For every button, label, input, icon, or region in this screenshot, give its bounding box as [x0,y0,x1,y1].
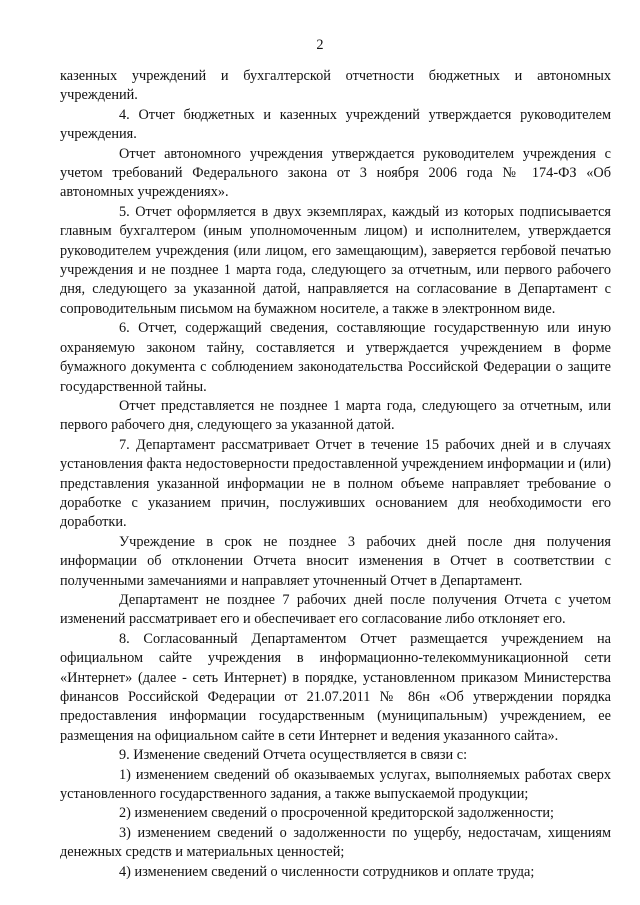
paragraph: 6. Отчет, содержащий сведения, составляющие государственную или иную охраняемую законом тайну, составляется и утверждается учреждением в форме бумажного документа с соблюдением законодательства Российской Федерации о защите государственной тайны. [60,320,611,395]
paragraph: 3) изменением сведений о задолженности по ущербу, недостачам, хищениям денежных средств и материальных ценностей; [60,824,611,861]
paragraph: Департамент не позднее 7 рабочих дней после получения Отчета с учетом изменений рассматривает его и обеспечивает его согласование либо отклоняет его. [60,591,611,628]
paragraph: Учреждение в срок не позднее 3 рабочих дней после дня получения информации об отклонении Отчета вносит изменения в Отчет в соответствии с полученными замечаниями и направляет уточненный Отчет в Департамент. [60,533,611,589]
paragraph: 9. Изменение сведений Отчета осуществляется в связи с: [119,747,468,764]
paragraph: 2) изменением сведений о просроченной кредиторской задолженности; [119,805,554,822]
paragraph: 7. Департамент рассматривает Отчет в течение 15 рабочих дней и в случаях установления факта недостоверности предоставленной учреждением информации и (или) представления указанной информации не в полном объеме направляет требование о доработке с указанием причин, послуживших основанием для необходимости его доработки. [60,436,611,531]
paragraph: 8. Согласованный Департаментом Отчет размещается учреждением на официальном сайте учреждения в информационно-телекоммуникационной сети «Интернет» (далее - сеть Интернет) в порядке, установленном приказом Министерства финансов Российской Федерации от 21.07.2011 № 86н «Об утверждении порядка предоставления информации государственным (муниципальным) учреждением, ее размещения на официальном сайте в сети Интернет и ведения указанного сайта». [60,630,611,744]
document-body [60,67,611,882]
paragraph: Отчет представляется не позднее 1 марта года, следующего за отчетным, или первого рабочего дня, следующего за указанной датой. [60,397,611,434]
paragraph: 5. Отчет оформляется в двух экземплярах, каждый из которых подписывается главным бухгалтером (иным уполномоченным лицом) и исполнителем, утверждается руководителем учреждения (или лицом, его замещающим), заверяется гербовой печатью учреждения и не позднее 1 марта года, следующего за отчетным, или первого рабочего дня, следующего за указанной датой, направляется на согласование в Департамент с сопроводительным письмом на бумажном носителе, а также в электронном виде. [60,203,611,317]
paragraph: 4) изменением сведений о численности сотрудников и оплате труда; [119,863,535,880]
page-number: 2 [316,37,324,53]
paragraph: казенных учреждений и бухгалтерской отчетности бюджетных и автономных учреждений. [60,68,611,104]
paragraph: 4. Отчет бюджетных и казенных учреждений утверждается руководителем учреждения. [60,106,611,143]
paragraph: Отчет автономного учреждения утверждается руководителем учреждения с учетом требований Федерального закона от 3 ноября 2006 года № 174-ФЗ «Об автономных учреждениях». [60,145,611,201]
paragraph: 1) изменением сведений об оказываемых услугах, выполняемых работах сверх установленного государственного задания, а также выпускаемой продукции; [60,766,611,803]
